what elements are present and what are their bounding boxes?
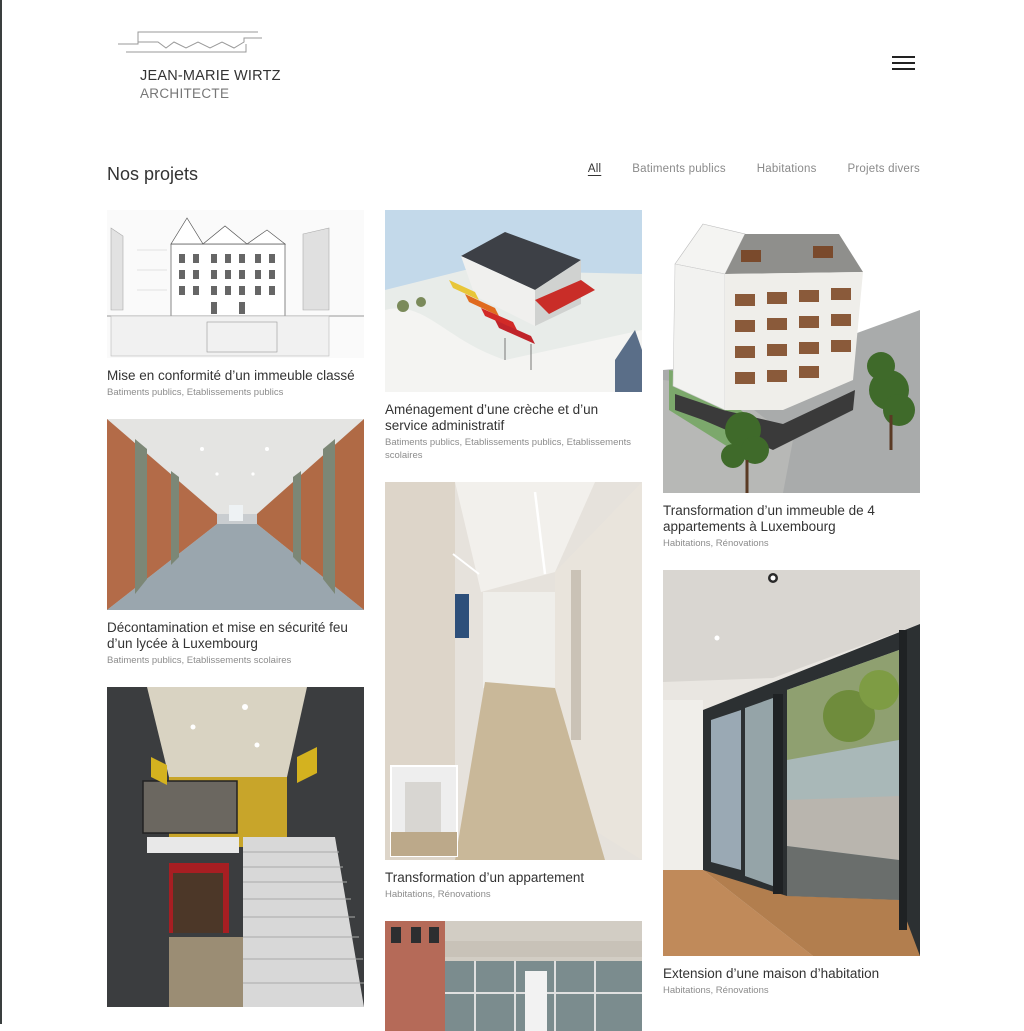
grid-column-3: [663, 210, 920, 997]
apartment-building-render-icon: [663, 210, 920, 493]
project-image-corridor[interactable]: [107, 419, 364, 610]
project-card[interactable]: [663, 210, 920, 550]
creche-render-icon: [385, 210, 642, 392]
project-title[interactable]: Transformation d’un immeuble de 4 appartements à Luxembourg: [663, 503, 875, 534]
project-tags: Habitations, Rénovations: [385, 889, 491, 900]
filter-batiments-publics[interactable]: Batiments publics: [632, 163, 726, 175]
project-title[interactable]: Extension d’une maison d’habitation: [663, 966, 880, 981]
project-card[interactable]: [663, 570, 920, 997]
project-title[interactable]: Transformation d’un appartement: [385, 870, 585, 885]
project-image-facade-drawing[interactable]: [107, 210, 364, 358]
project-tags: Batiments publics, Etablissements publics, Etablissements scolaires: [385, 437, 632, 461]
brand-subtitle: ARCHITECTE: [140, 86, 230, 101]
filter-habitations[interactable]: Habitations: [756, 163, 817, 175]
project-image-apartment-hallway[interactable]: [385, 482, 642, 860]
brand-name: JEAN-MARIE WIRTZ: [140, 68, 281, 84]
project-card[interactable]: [107, 419, 364, 667]
project-tags: Habitations, Rénovations: [663, 985, 769, 996]
project-card[interactable]: [385, 210, 642, 462]
project-title[interactable]: Mise en conformité d’un immeuble classé: [107, 368, 355, 383]
stairwell-photo-icon: [107, 687, 364, 1007]
logo-skyline-icon: [116, 28, 266, 64]
project-filters: [588, 163, 920, 175]
filter-projets-divers[interactable]: Projets divers: [847, 163, 920, 175]
apartment-hallway-photo-icon: [385, 482, 642, 860]
grid-column-1: [107, 210, 364, 1007]
school-facade-photo-icon: [385, 921, 642, 1031]
project-card[interactable]: [107, 687, 364, 1007]
hamburger-menu-icon[interactable]: [892, 54, 916, 72]
project-tags: Batiments publics, Etablissements scolaires: [107, 655, 292, 666]
project-tags: Habitations, Rénovations: [663, 538, 769, 549]
project-title[interactable]: Décontamination et mise en sécurité feu d’un lycée à Luxembourg: [107, 620, 348, 651]
left-edge-border: [0, 0, 2, 1024]
project-image-creche-render[interactable]: [385, 210, 642, 392]
house-extension-photo-icon: [663, 570, 920, 956]
grid-column-2: [385, 210, 642, 1031]
filter-all[interactable]: All: [587, 163, 602, 175]
brand-logo[interactable]: [116, 28, 281, 108]
facade-drawing-icon: [107, 210, 364, 358]
project-image-stairwell[interactable]: [107, 687, 364, 1007]
page-title: Nos projets: [107, 164, 199, 184]
project-card[interactable]: [385, 921, 642, 1031]
project-title[interactable]: Aménagement d’une crèche et d’un service administratif: [385, 402, 599, 433]
corridor-photo-icon: [107, 419, 364, 610]
project-tags: Batiments publics, Etablissements publics: [107, 387, 284, 398]
project-card[interactable]: [385, 482, 642, 901]
project-card[interactable]: [107, 210, 364, 399]
project-image-house-extension[interactable]: [663, 570, 920, 956]
project-image-apartment-building-render[interactable]: [663, 210, 920, 493]
project-image-school-facade[interactable]: [385, 921, 642, 1031]
